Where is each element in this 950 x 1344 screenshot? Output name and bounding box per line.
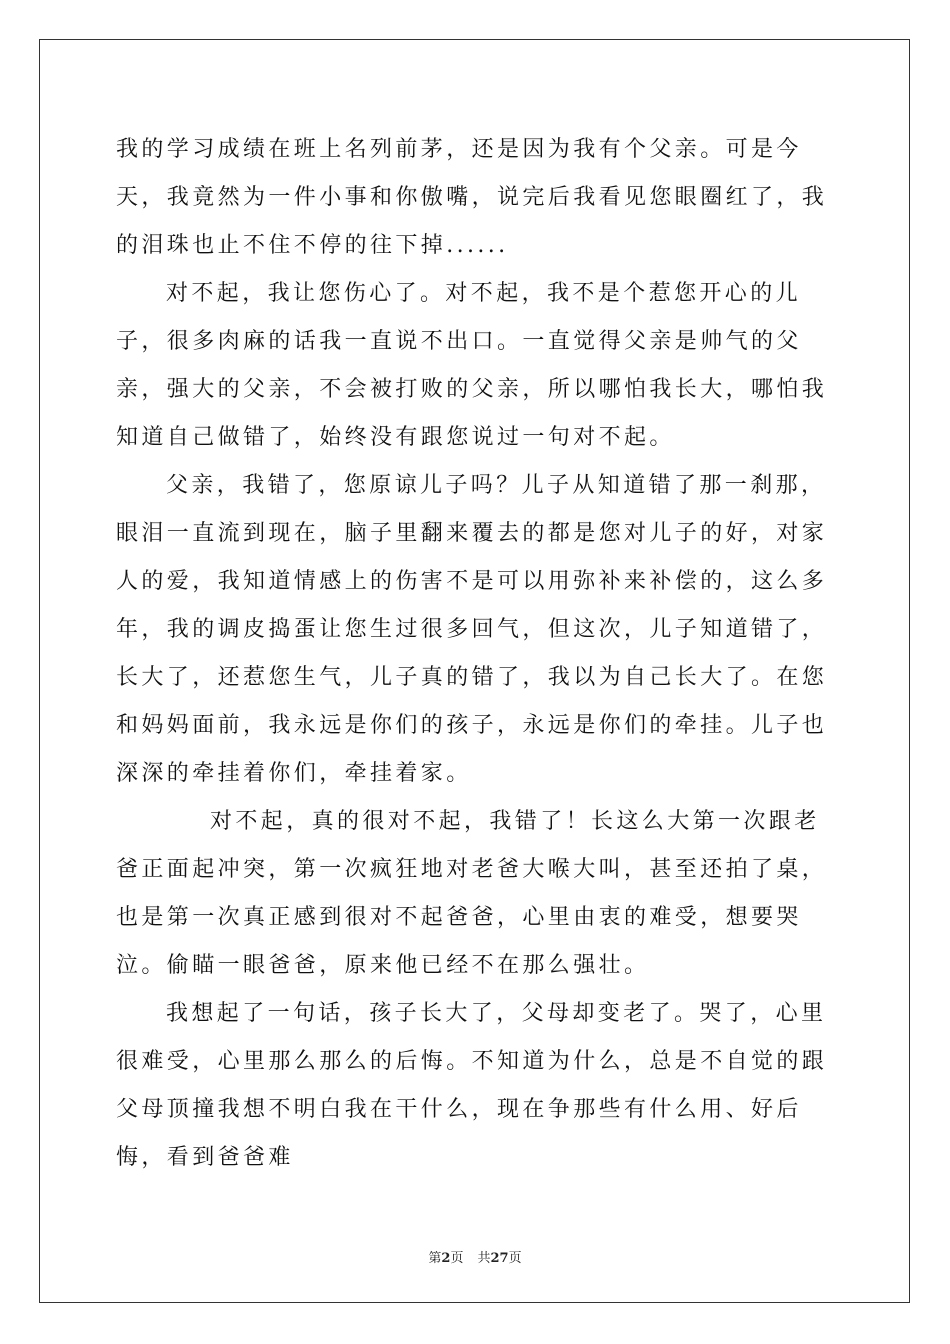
page-prefix: 第 [428, 1251, 442, 1266]
total-suffix: 页 [508, 1251, 522, 1266]
paragraph-5: 我想起了一句话，孩子长大了，父母却变老了。哭了，心里很难受，心里那么那么的后悔。不知道为什么，总是不自觉的跟父母顶撞我想不明白我在干什么，现在争那些有什么用、好后悔，看到爸爸难 [116, 1001, 828, 1170]
total-prefix: 共 [477, 1251, 491, 1266]
document-body [116, 126, 836, 1182]
total-pages: 27 [490, 1251, 509, 1266]
page-footer [0, 1247, 950, 1266]
paragraph-1: 我的学习成绩在班上名列前茅，还是因为我有个父亲。可是今天，我竟然为一件小事和你傲嘴，说完后我看见您眼圈红了，我的泪珠也止不住不停的往下掉...... [116, 137, 828, 258]
page-number: 2 [441, 1251, 451, 1266]
page-suffix: 页 [450, 1251, 464, 1266]
paragraph-2: 对不起，我让您伤心了。对不起，我不是个惹您开心的儿子，很多肉麻的话我一直说不出口。一直觉得父亲是帅气的父亲，强大的父亲，不会被打败的父亲，所以哪怕我长大，哪怕我知道自己做错了，始终没有跟您说过一句对不起。 [116, 281, 828, 450]
paragraph-3: 父亲，我错了，您原谅儿子吗？儿子从知道错了那一刹那，眼泪一直流到现在，脑子里翻来覆去的都是您对儿子的好，对家人的爱，我知道情感上的伤害不是可以用弥补来补偿的，这么多年，我的调皮捣蛋让您生过很多回气，但这次，儿子知道错了，长大了，还惹您生气，儿子真的错了，我以为自己长大了。在您和妈妈面前，我永远是你们的孩子，永远是你们的牵挂。儿子也深深的牵挂着你们，牵挂着家。 [116, 473, 828, 786]
paragraph-4: 对不起，真的很对不起，我错了！长这么大第一次跟老爸正面起冲突，第一次疯狂地对老爸大喉大叫，甚至还拍了桌，也是第一次真正感到很对不起爸爸，心里由衷的难受，想要哭泣。偷瞄一眼爸爸，原来他已经不在那么强壮。 [116, 809, 828, 978]
